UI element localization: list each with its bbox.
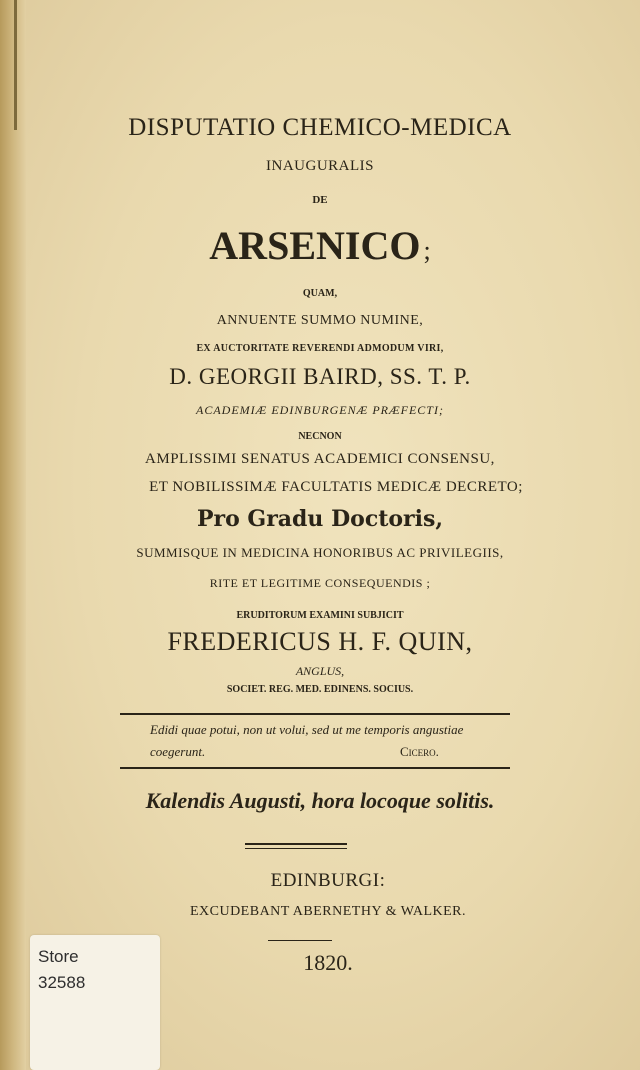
amplissimi-line: AMPLISSIMI SENATUS ACADEMICI CONSENSU, — [145, 451, 495, 467]
library-label-store: Store — [38, 947, 79, 966]
year-rule — [268, 940, 332, 941]
annuente-line: ANNUENTE SUMMO NUMINE, — [216, 313, 424, 328]
library-label — [30, 935, 160, 1070]
academiae-line: ACADEMIÆ EDINBURGENÆ PRÆFECTI; — [196, 403, 444, 417]
author-line: FREDERICUS H. F. QUIN, — [167, 627, 473, 656]
printer-line: EXCUDEBANT ABERNETHY & WALKER. — [189, 904, 467, 919]
kalendis-line: Kalendis Augusti, hora locoque solitis. — [145, 788, 495, 813]
inauguralis-line: INAUGURALIS — [266, 158, 374, 174]
epigraph-line-2: coegerunt. — [150, 744, 206, 759]
subject-word: ARSENICO — [209, 223, 421, 268]
epigraph-author: Cicero. — [400, 744, 439, 759]
subject-punctuation: ; — [423, 236, 431, 265]
epigraph-top-rule — [120, 713, 510, 715]
binding-mark — [14, 0, 17, 130]
necnon-line: NECNON — [298, 431, 342, 442]
edinburgi-line: EDINBURGI: — [270, 870, 386, 891]
ex-auctoritate-line: EX AUCTORITATE REVERENDI ADMODUM VIRI, — [196, 343, 444, 354]
library-label-number: 32588 — [38, 973, 86, 992]
de-line: DE — [312, 194, 328, 206]
summisque-line: SUMMISQUE IN MEDICINA HONORIBUS AC PRIVILEGIIS, — [136, 545, 504, 560]
double-rule-top — [245, 843, 347, 845]
epigraph-bottom-rule — [120, 767, 510, 769]
subject-line — [0, 222, 640, 269]
year-line: 1820. — [303, 950, 353, 975]
rite-line: RITE ET LEGITIME CONSEQUENDIS ; — [209, 576, 431, 590]
main-title: DISPUTATIO CHEMICO-MEDICA — [128, 114, 512, 141]
societ-line: SOCIET. REG. MED. EDINENS. SOCIUS. — [226, 684, 414, 695]
rector-line: D. GEORGII BAIRD, SS. T. P. — [169, 364, 471, 389]
nobilissimae-line: ET NOBILISSIMÆ FACULTATIS MEDICÆ DECRETO; — [149, 479, 523, 495]
eruditorum-line: ERUDITORUM EXAMINI SUBJICIT — [236, 610, 404, 621]
double-rule-bottom — [245, 848, 347, 849]
epigraph-line-1: Edidi quae potui, non ut volui, sed ut me temporis angustiae — [150, 722, 464, 737]
anglus-line: ANGLUS, — [295, 664, 345, 678]
pro-gradu-blackletter: Pro Gradu Doctoris, — [196, 506, 444, 532]
quam-line: QUAM, — [302, 288, 338, 299]
